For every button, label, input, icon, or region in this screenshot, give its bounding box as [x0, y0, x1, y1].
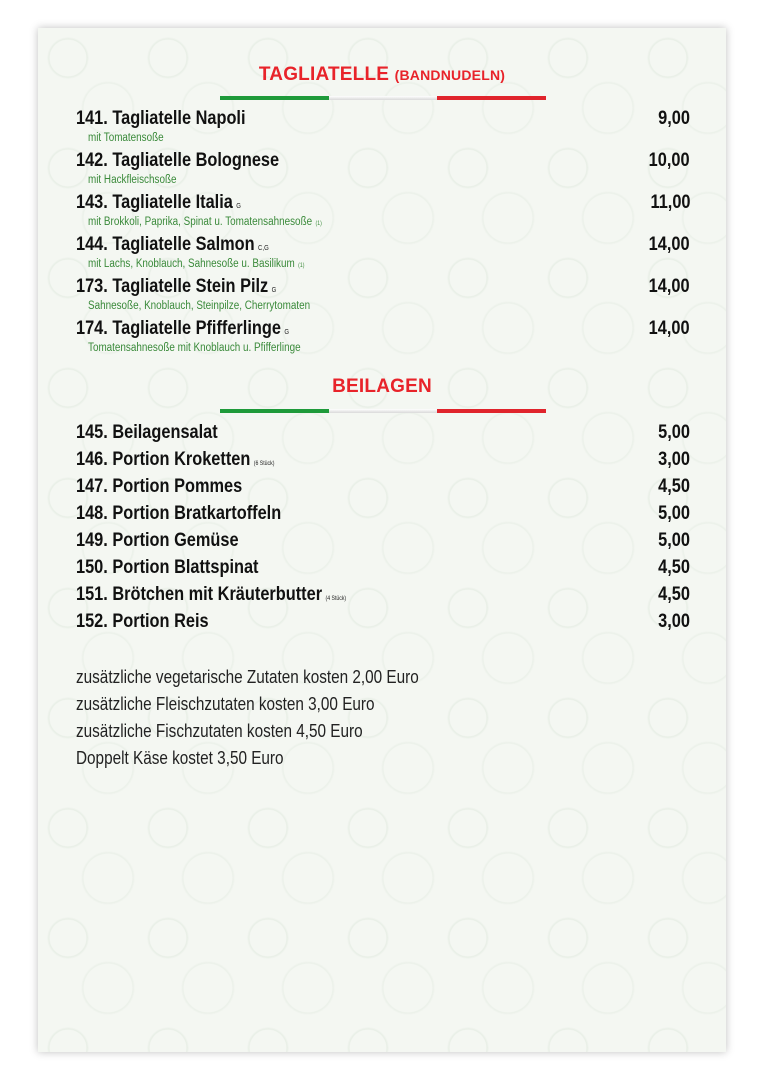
- additive-tag: (1): [315, 221, 322, 227]
- menu-item-name: 144. Tagliatelle Salmon C,G: [76, 234, 269, 255]
- side-item-name: 147. Portion Pommes: [76, 476, 243, 497]
- menu-item-name: 142. Tagliatelle Bolognese: [76, 150, 280, 171]
- section-title-beilagen: [38, 376, 726, 398]
- section-title-text: BEILAGEN: [332, 376, 432, 397]
- menu-item: [76, 318, 690, 357]
- menu-item-name: 141. Tagliatelle Napoli: [76, 108, 246, 129]
- menu-item-name: 174. Tagliatelle Pfifferlinge G: [76, 318, 290, 339]
- section-title-tagliatelle: [38, 64, 726, 86]
- side-item-price: 5,00: [658, 422, 690, 443]
- allergen-tag: G: [236, 203, 241, 210]
- side-item-price: 4,50: [658, 476, 690, 497]
- side-item: [76, 609, 690, 635]
- side-item-note: (4 Stück): [325, 596, 347, 602]
- side-item: [76, 528, 690, 554]
- menu-item: [76, 192, 690, 231]
- menu-page: [38, 28, 726, 1052]
- allergen-tag: G: [284, 329, 290, 336]
- side-item-price: 5,00: [658, 530, 690, 551]
- menu-item-description: mit Lachs, Knoblauch, Sahnesoße u. Basilikum (1): [88, 258, 305, 270]
- side-item: [76, 447, 690, 473]
- menu-item-price: 9,00: [658, 108, 690, 129]
- menu-item-price: 11,00: [650, 192, 690, 213]
- allergen-tag: G: [271, 287, 277, 294]
- menu-item-description: Tomatensahnesoße mit Knoblauch u. Pfifferlinge: [88, 342, 301, 354]
- side-item-name: 145. Beilagensalat: [76, 422, 218, 443]
- side-item-price: 3,00: [658, 449, 690, 470]
- side-item-price: 4,50: [658, 584, 690, 605]
- side-item-price: 3,00: [658, 611, 690, 632]
- menu-item-description: mit Hackfleischsoße: [88, 174, 177, 186]
- side-item: [76, 501, 690, 527]
- italian-flag-divider: [220, 96, 546, 100]
- side-item-name: 150. Portion Blattspinat: [76, 557, 259, 578]
- menu-item-description: mit Brokkoli, Paprika, Spinat u. Tomatensahnesoße (1): [88, 216, 322, 228]
- italian-flag-divider: [220, 409, 546, 413]
- section-title-text: TAGLIATELLE: [258, 64, 390, 85]
- side-item-note: (6 Stück): [253, 461, 275, 467]
- side-item-name: 146. Portion Kroketten (6 Stück): [76, 449, 275, 470]
- menu-item-price: 14,00: [649, 318, 690, 339]
- menu-item-name: 143. Tagliatelle Italia G: [76, 192, 241, 213]
- side-item-price: 5,00: [658, 503, 690, 524]
- menu-item: [76, 108, 690, 147]
- side-item-name: 148. Portion Bratkartoffeln: [76, 503, 282, 524]
- side-item-name: 152. Portion Reis: [76, 611, 209, 632]
- side-item-name: 149. Portion Gemüse: [76, 530, 239, 551]
- extras-line: zusätzliche Fischzutaten kosten 4,50 Euro: [76, 721, 363, 741]
- menu-item-price: 10,00: [649, 150, 690, 171]
- extras-notes: [76, 664, 419, 772]
- menu-item-price: 14,00: [649, 234, 690, 255]
- menu-item: [76, 276, 690, 315]
- extras-line: Doppelt Käse kostet 3,50 Euro: [76, 748, 284, 768]
- menu-item-price: 14,00: [649, 276, 690, 297]
- menu-item: [76, 234, 690, 273]
- side-item-price: 4,50: [658, 557, 690, 578]
- side-item: [76, 555, 690, 581]
- additive-tag: (1): [298, 263, 305, 269]
- menu-item-name: 173. Tagliatelle Stein Pilz G: [76, 276, 277, 297]
- side-item: [76, 582, 690, 608]
- menu-item: [76, 150, 690, 189]
- extras-line: zusätzliche vegetarische Zutaten kosten 2,00 Euro: [76, 667, 419, 687]
- section-subtitle-text: (BANDNUDELN): [394, 67, 506, 83]
- side-item: [76, 474, 690, 500]
- menu-item-description: Sahnesoße, Knoblauch, Steinpilze, Cherrytomaten: [88, 300, 311, 312]
- menu-item-description: mit Tomatensoße: [88, 132, 164, 144]
- allergen-tag: C,G: [258, 245, 269, 252]
- extras-line: zusätzliche Fleischzutaten kosten 3,00 Euro: [76, 694, 375, 714]
- side-item: [76, 420, 690, 446]
- side-item-name: 151. Brötchen mit Kräuterbutter (4 Stück): [76, 584, 347, 605]
